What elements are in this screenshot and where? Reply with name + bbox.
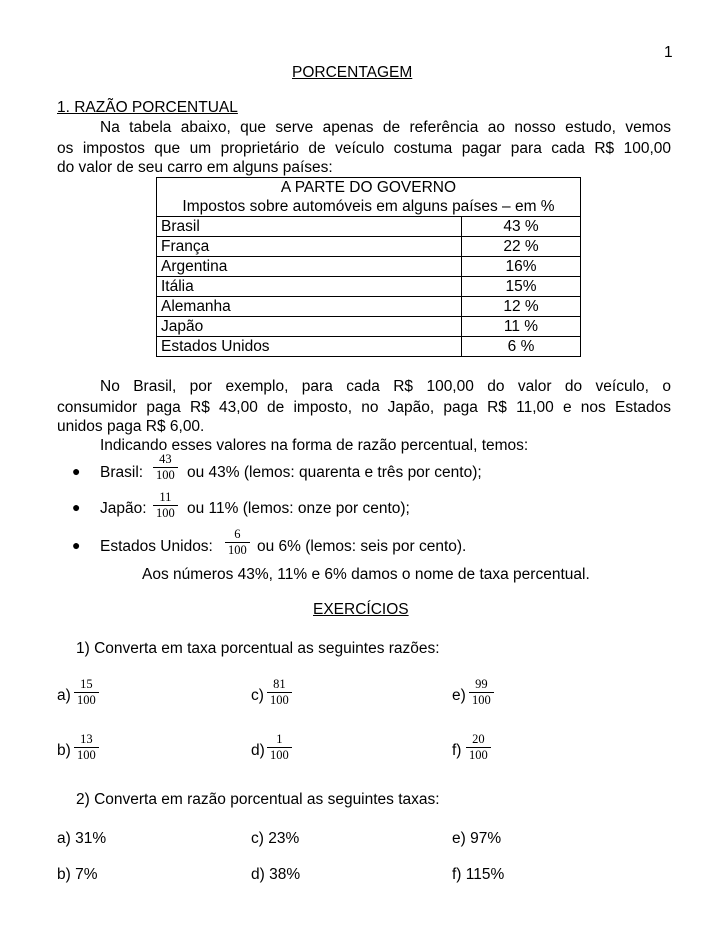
table-cell-country: Alemanha (157, 297, 462, 317)
bullet-eua-text: ou 6% (lemos: seis por cento). (257, 538, 467, 555)
fraction-denominator: 100 (267, 747, 292, 762)
intro-line-2: os impostos que um proprietário de veículo costuma pagar para cada R$ 100,00 (57, 140, 671, 157)
page-title: PORCENTAGEM (292, 64, 413, 81)
tax-table (156, 177, 581, 357)
exercise1-item-label: d) (251, 742, 265, 759)
exercise2-item: e) 97% (452, 830, 502, 847)
exercise2-item: b) 7% (57, 866, 98, 883)
fraction-denominator: 100 (225, 542, 250, 557)
bullet-japao-text: ou 11% (lemos: onze por cento); (187, 500, 410, 517)
table-row (157, 257, 581, 277)
table-cell-country: Brasil (157, 217, 462, 237)
exercise2-item: d) 38% (251, 866, 301, 883)
table-cell-value: 11 % (462, 317, 581, 337)
section-heading: 1. RAZÃO PORCENTUAL (57, 99, 238, 116)
fraction-denominator: 100 (153, 505, 178, 520)
exercise1-fraction (267, 678, 292, 707)
bullet-brasil-text: ou 43% (lemos: quarenta e três por cento); (187, 464, 482, 481)
table-row (157, 277, 581, 297)
paragraph2-line-1: No Brasil, por exemplo, para cada R$ 100,00 do valor do veículo, o (100, 378, 671, 395)
fraction-numerator: 15 (80, 677, 93, 691)
bullet-icon: ● (72, 537, 81, 553)
exercise1-item-label: c) (251, 687, 264, 704)
table-cell-value: 12 % (462, 297, 581, 317)
bullet-icon: ● (72, 499, 81, 515)
exercise1-item-label: a) (57, 687, 71, 704)
exercise2-item: f) 115% (452, 866, 505, 883)
fraction-numerator: 20 (472, 732, 485, 746)
table-row (157, 317, 581, 337)
bullet-icon: ● (72, 463, 81, 479)
fraction-denominator: 100 (74, 747, 99, 762)
table-cell-country: Japão (157, 317, 462, 337)
table-title: A PARTE DO GOVERNO (157, 178, 581, 198)
table-cell-country: Itália (157, 277, 462, 297)
paragraph2-line-4: Indicando esses valores na forma de razão percentual, temos: (100, 437, 529, 454)
fraction-brasil (153, 453, 178, 482)
fraction-denominator: 100 (466, 747, 491, 762)
table-cell-value: 6 % (462, 337, 581, 357)
exercise1-prompt: 1) Converta em taxa porcentual as seguintes razões: (76, 640, 440, 657)
table-row (157, 297, 581, 317)
exercise2-item: a) 31% (57, 830, 107, 847)
fraction-denominator: 100 (74, 692, 99, 707)
exercise1-fraction (74, 678, 99, 707)
fraction-numerator: 81 (273, 677, 286, 691)
fraction-numerator: 99 (475, 677, 488, 691)
paragraph2-line-3: unidos paga R$ 6,00. (57, 418, 205, 435)
fraction-numerator: 6 (234, 527, 241, 541)
table-row (157, 217, 581, 237)
table-row (157, 237, 581, 257)
fraction-numerator: 43 (159, 452, 172, 466)
table-cell-value: 43 % (462, 217, 581, 237)
fraction-numerator: 13 (80, 732, 93, 746)
intro-line-1: Na tabela abaixo, que serve apenas de referência ao nosso estudo, vemos (100, 119, 671, 136)
conclusion: Aos números 43%, 11% e 6% damos o nome de taxa percentual. (142, 566, 590, 583)
exercise1-item-label: b) (57, 742, 71, 759)
table-cell-value: 16% (462, 257, 581, 277)
table-cell-country: França (157, 237, 462, 257)
exercise1-fraction (469, 678, 494, 707)
fraction-eua (225, 528, 250, 557)
fraction-numerator: 1 (276, 732, 283, 746)
bullet-brasil-label: Brasil: (100, 464, 144, 481)
exercise1-fraction (466, 733, 491, 762)
table-cell-value: 15% (462, 277, 581, 297)
intro-line-3: do valor de seu carro em alguns países: (57, 159, 333, 176)
exercise1-fraction (267, 733, 292, 762)
fraction-numerator: 11 (159, 490, 172, 504)
exercise1-fraction (74, 733, 99, 762)
page-number: 1 (664, 44, 673, 61)
fraction-japao (153, 491, 178, 520)
table-subtitle: Impostos sobre automóveis em alguns países – em % (157, 197, 581, 217)
table-cell-value: 22 % (462, 237, 581, 257)
fraction-denominator: 100 (153, 467, 178, 482)
fraction-denominator: 100 (469, 692, 494, 707)
exercise1-item-label: f) (452, 742, 462, 759)
exercises-heading: EXERCÍCIOS (313, 601, 409, 618)
fraction-denominator: 100 (267, 692, 292, 707)
exercise1-item-label: e) (452, 687, 466, 704)
table-cell-country: Estados Unidos (157, 337, 462, 357)
bullet-eua-label: Estados Unidos: (100, 538, 213, 555)
exercise2-prompt: 2) Converta em razão porcentual as seguintes taxas: (76, 791, 440, 808)
bullet-japao-label: Japão: (100, 500, 147, 517)
table-row (157, 337, 581, 357)
exercise2-item: c) 23% (251, 830, 300, 847)
paragraph2-line-2: consumidor paga R$ 43,00 de imposto, no Japão, paga R$ 11,00 e nos Estados (57, 399, 671, 416)
table-cell-country: Argentina (157, 257, 462, 277)
